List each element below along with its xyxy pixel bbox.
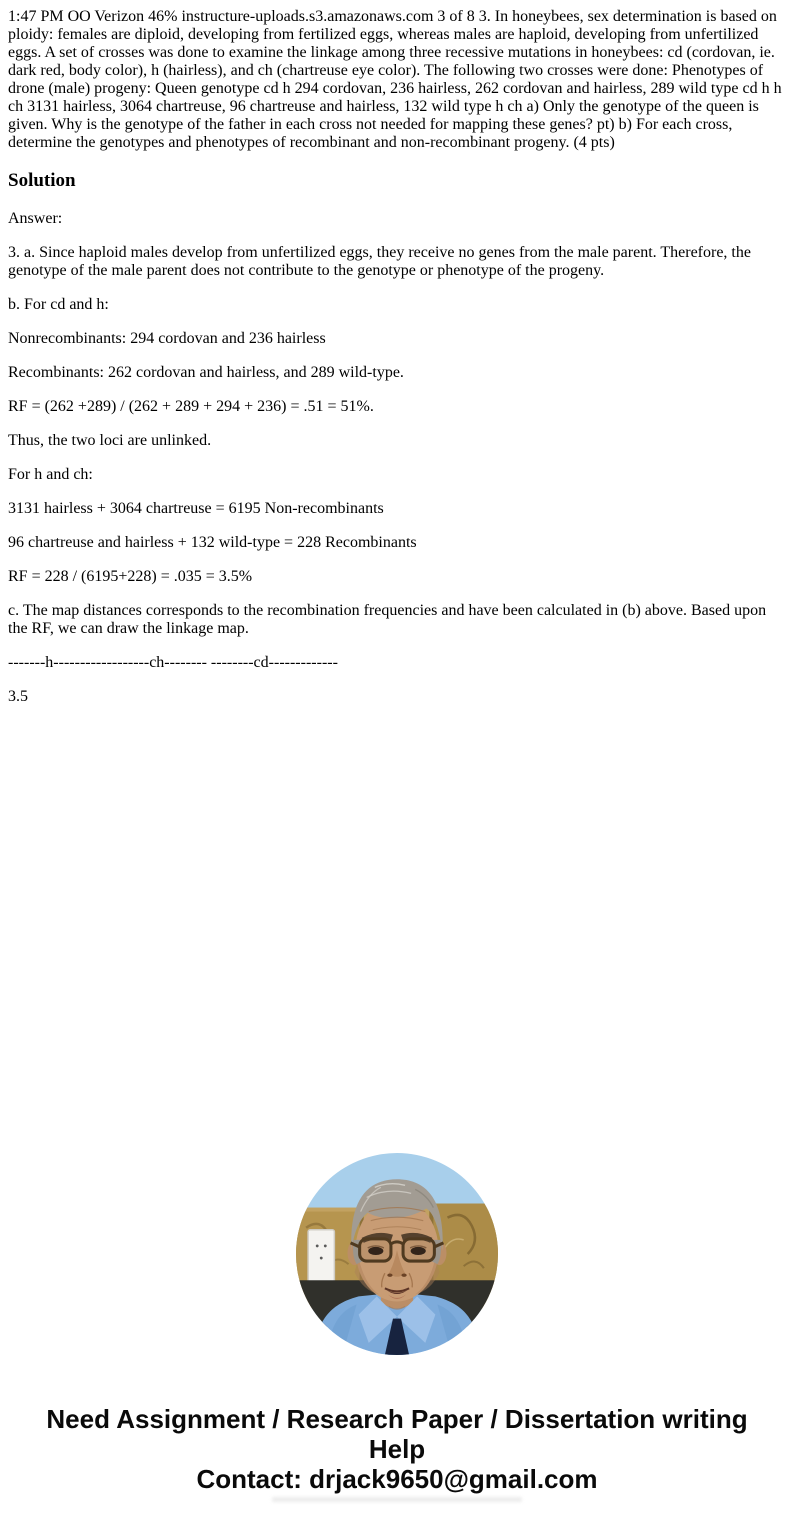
solution-paragraph: For h and ch: bbox=[8, 466, 93, 483]
solution-paragraph: c. The map distances corresponds to the recombination frequencies and have been calculated in (b) above. Based upon the RF, we can draw the linkage map. bbox=[8, 602, 767, 637]
solution-paragraph: RF = 228 / (6195+228) = .035 = 3.5% bbox=[8, 568, 253, 585]
solution-paragraph: 3131 hairless + 3064 chartreuse = 6195 Non-recombinants bbox=[8, 500, 384, 517]
solution-paragraph: b. For cd and h: bbox=[8, 296, 109, 313]
solution-heading: Solution bbox=[8, 170, 76, 191]
question-text: 1:47 PM OO Verizon 46% instructure-uploads.s3.amazonaws.com 3 of 8 3. In honeybees, sex determination is based on ploidy: females are diploid, developing from fertilized eggs, whereas males are haploid, developing from unfertilized eggs. A set of crosses was done to examine the linkage among three recessive mutations in honeybees: cd (cordovan, ie. dark red, body color), h (hairless), and ch (chartreuse eye color). The following two crosses were done: Phenotypes of drone (male) progeny: Queen genotype cd h 294 cordovan, 236 hairless, 262 cordovan and hairless, 289 wild type cd h h ch 3131 hairless, 3064 chartreuse, 96 chartreuse and hairless, 132 wild type h ch a) Only the genotype of the queen is given. Why is the genotype of the father in each cross not needed for mapping these genes? pt) b) For each cross, determine the genotypes and phenotypes of recombinant and non-recombinant progeny. (4 pts) bbox=[8, 8, 782, 151]
footer-contact-email: Contact: drjack9650@gmail.com bbox=[196, 1464, 598, 1494]
avatar-photo-illustration bbox=[296, 1153, 498, 1355]
solution-paragraph: Answer: bbox=[8, 210, 63, 227]
map-distance-value: 3.5 bbox=[8, 688, 28, 705]
solution-paragraph: Recombinants: 262 cordovan and hairless, and 289 wild-type. bbox=[8, 364, 404, 381]
footer-watermark-smudge bbox=[272, 1497, 522, 1502]
solution-paragraph: 3. a. Since haploid males develop from unfertilized eggs, they receive no genes from the male parent. Therefore, the genotype of the male parent does not contribute to the genotype or phenotype of the progeny. bbox=[8, 244, 751, 279]
solution-paragraph: Nonrecombinants: 294 cordovan and 236 hairless bbox=[8, 330, 326, 347]
footer-banner bbox=[8, 1404, 786, 1502]
solution-paragraph: Thus, the two loci are unlinked. bbox=[8, 432, 212, 449]
avatar bbox=[296, 1153, 498, 1355]
solution-paragraph: RF = (262 +289) / (262 + 289 + 294 + 236) = .51 = 51%. bbox=[8, 398, 374, 415]
solution-paragraph: 96 chartreuse and hairless + 132 wild-type = 228 Recombinants bbox=[8, 534, 417, 551]
footer-heading: Need Assignment / Research Paper / Dissertation writing Help bbox=[46, 1404, 748, 1464]
linkage-map-line: -------h------------------ch-------- --------cd------------- bbox=[8, 654, 338, 671]
